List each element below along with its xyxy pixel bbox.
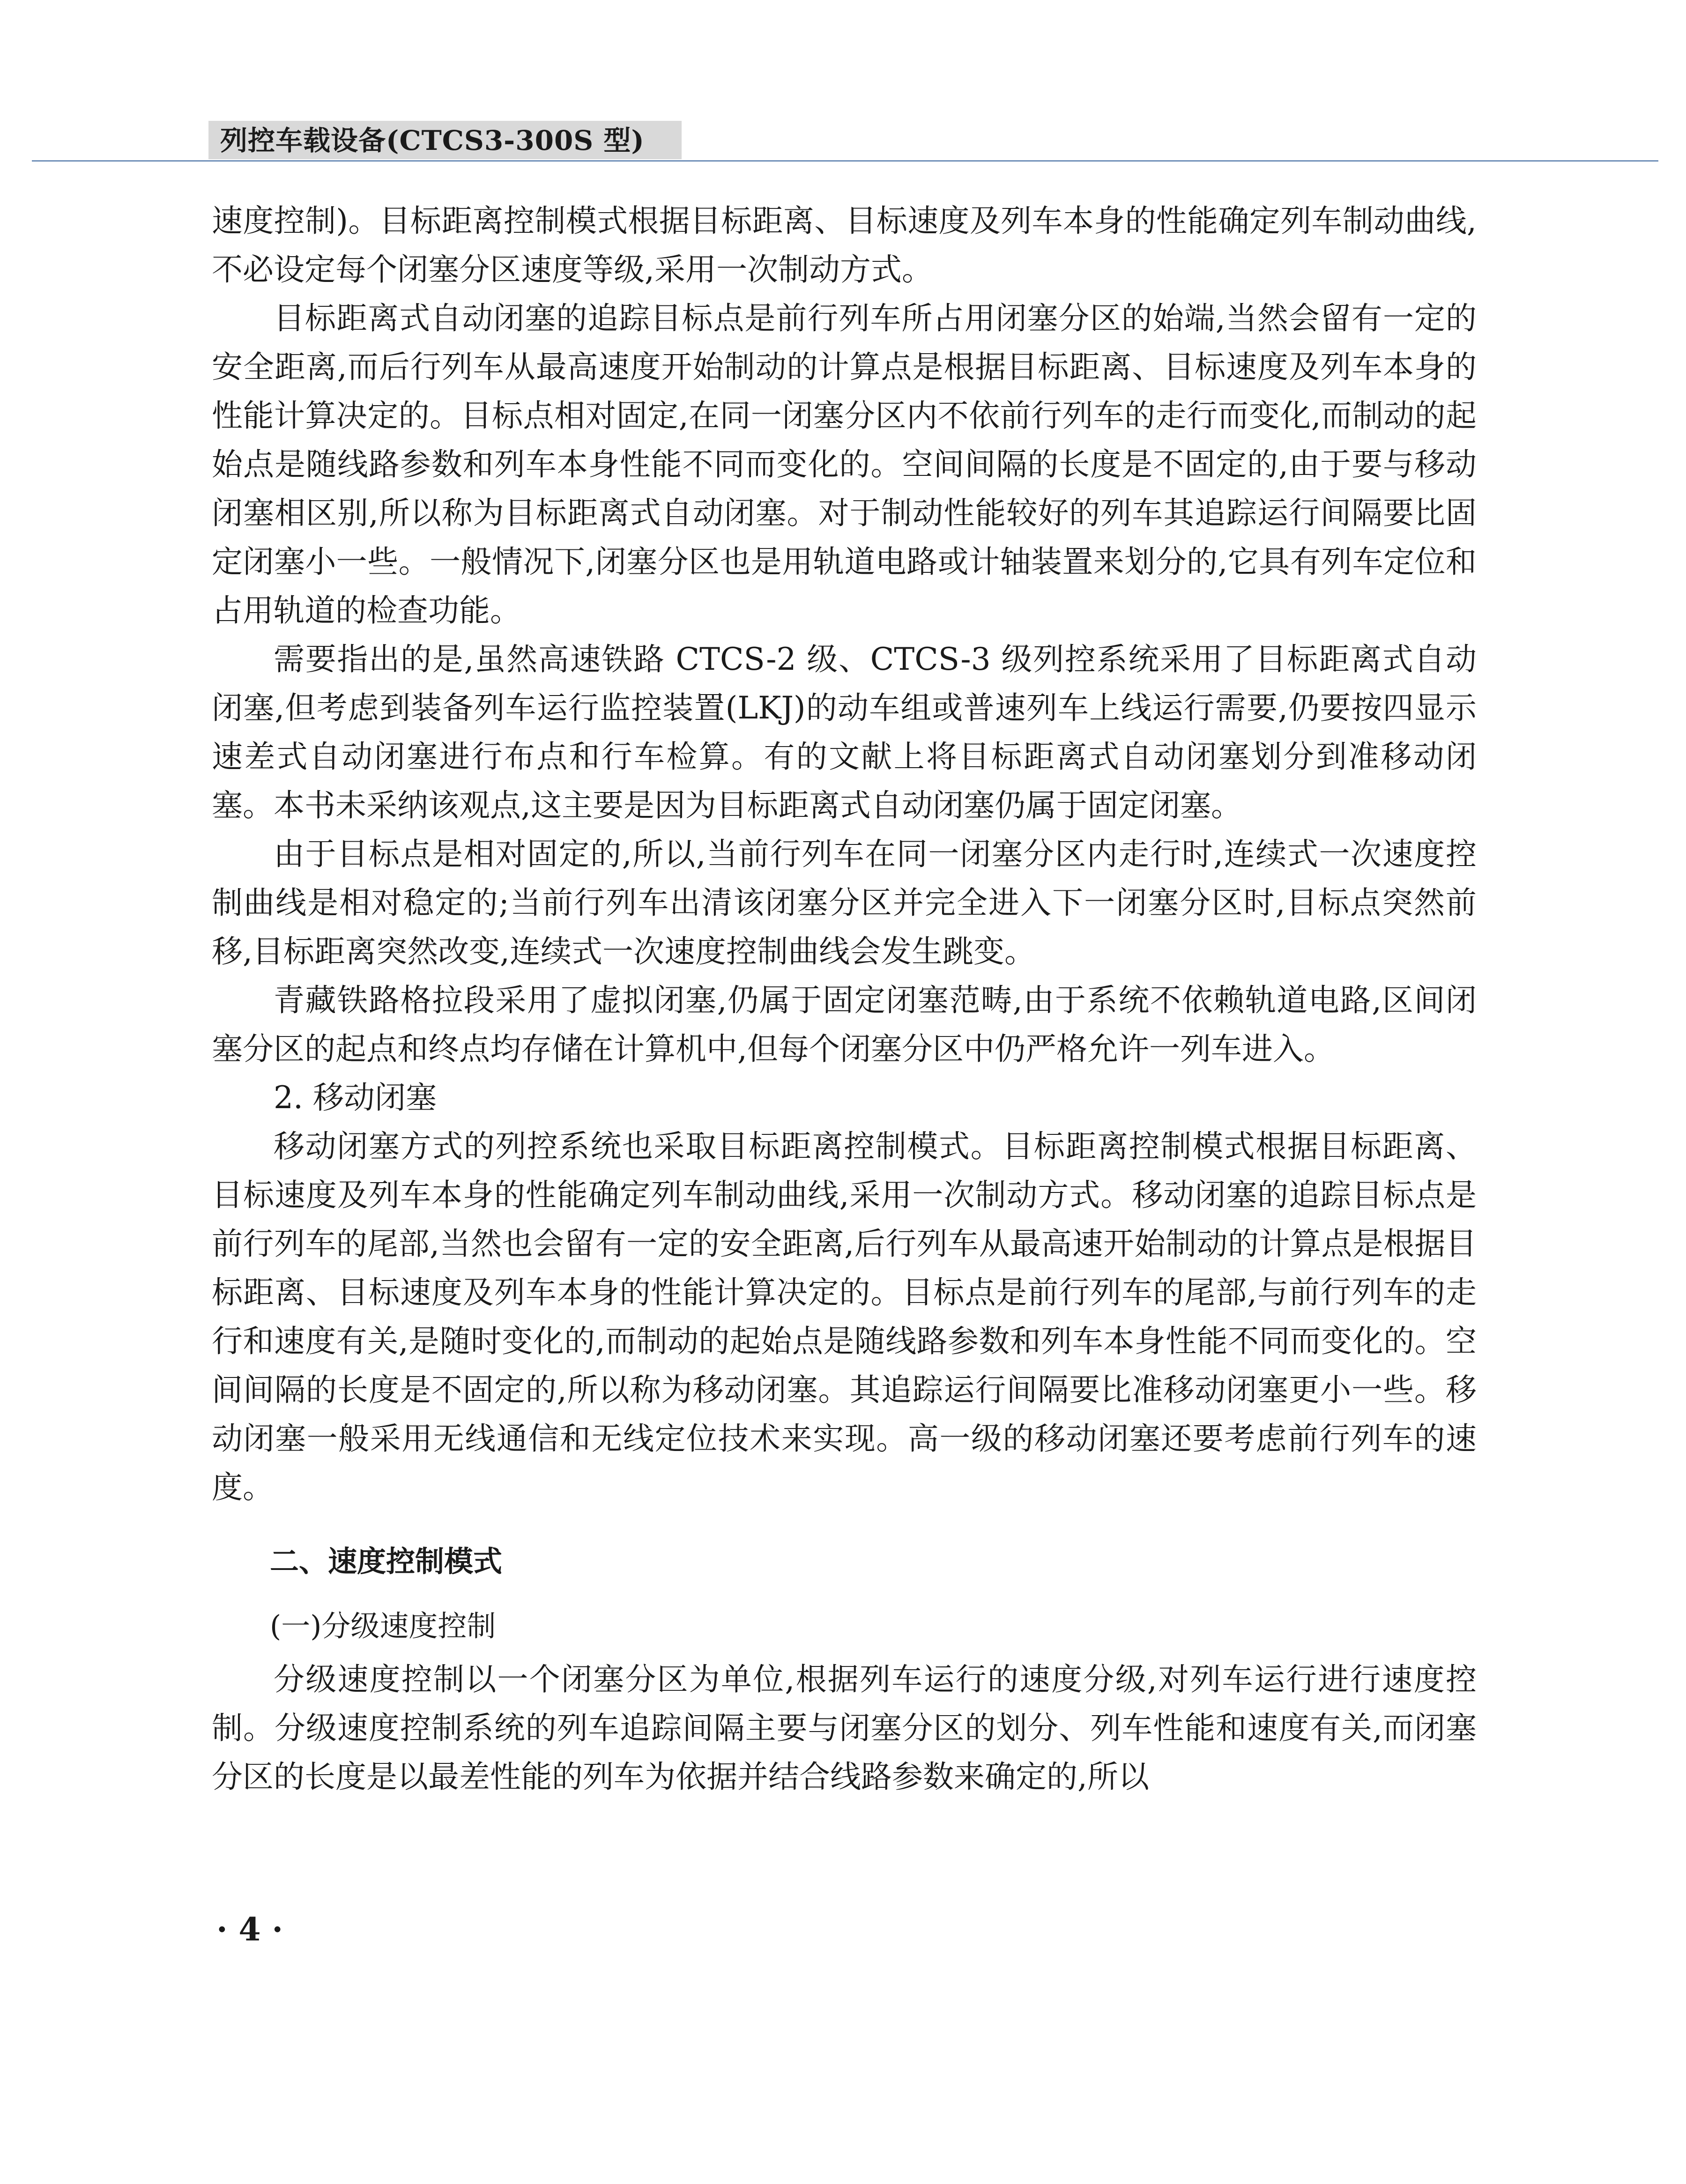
paragraph-moving-block: 移动闭塞方式的列控系统也采取目标距离控制模式。目标距离控制模式根据目标距离、目标速度及列车本身的性能确定列车制动曲线,采用一次制动方式。移动闭塞的追踪目标点是前行列车的尾部,当然也会留有一定的安全距离,后行列车从最高速开始制动的计算点是根据目标距离、目标速度及列车本身的性能计算决定的。目标点是前行列车的尾部,与前行列车的走行和速度有关,是随时变化的,而制动的起始点是随线路参数和列车本身性能不同而变化的。空间间隔的长度是不固定的,所以称为移动闭塞。其追踪运行间隔要比准移动闭塞更小一些。移动闭塞一般采用无线通信和无线定位技术来实现。高一级的移动闭塞还要考虑前行列车的速度。	[212, 1128, 1477, 1505]
paragraph-target-distance-blocking: 目标距离式自动闭塞的追踪目标点是前行列车所占用闭塞分区的始端,当然会留有一定的安全距离,而后行列车从最高速度开始制动的计算点是根据目标距离、目标速度及列车本身的性能计算决定的。目标点相对固定,在同一闭塞分区内不依前行列车的走行而变化,而制动的起始点是随线路参数和列车本身性能不同而变化的。空间间隔的长度是不固定的,由于要与移动闭塞相区别,所以称为目标距离式自动闭塞。对于制动性能较好的列车其追踪运行间隔要比固定闭塞小一些。一般情况下,闭塞分区也是用轨道电路或计轴装置来划分的,它具有列车定位和占用轨道的检查功能。	[212, 300, 1477, 629]
heading-moving-block: 2. 移动闭塞	[274, 1080, 437, 1116]
paragraph-target-point: 由于目标点是相对固定的,所以,当前行列车在同一闭塞分区内走行时,连续式一次速度控制曲线是相对稳定的;当前行列车出清该闭塞分区并完全进入下一闭塞分区时,目标点突然前移,目标距离突然改变,连续式一次速度控制曲线会发生跳变。	[212, 836, 1477, 970]
section-heading-speed-control: 二、速度控制模式	[270, 1544, 503, 1578]
paragraph-qinghai-tibet: 青藏铁路格拉段采用了虚拟闭塞,仍属于固定闭塞范畴,由于系统不依赖轨道电路,区间闭塞分区的起点和终点均存储在计算机中,但每个闭塞分区中仍严格允许一列车进入。	[212, 982, 1477, 1067]
subsection-heading-stepped-speed: (一)分级速度控制	[270, 1609, 496, 1643]
paragraph-continuation: 速度控制)。目标距离控制模式根据目标距离、目标速度及列车本身的性能确定列车制动曲线,不必设定每个闭塞分区速度等级,采用一次制动方式。	[212, 203, 1477, 288]
paragraph-ctcs-note: 需要指出的是,虽然高速铁路 CTCS-2 级、CTCS-3 级列控系统采用了目标距离式自动闭塞,但考虑到装备列车运行监控装置(LKJ)的动车组或普速列车上线运行需要,仍要按四显示速差式自动闭塞进行布点和行车检算。有的文献上将目标距离式自动闭塞划分到准移动闭塞。本书未采纳该观点,这主要是因为目标距离式自动闭塞仍属于固定闭塞。	[212, 641, 1477, 823]
page-body	[212, 197, 1477, 1801]
page-number: · 4 ·	[216, 1911, 283, 1948]
running-header-title: 列控车载设备(CTCS3-300S 型)	[220, 125, 645, 156]
paragraph-stepped-speed-control: 分级速度控制以一个闭塞分区为单位,根据列车运行的速度分级,对列车运行进行速度控制。分级速度控制系统的列车追踪间隔主要与闭塞分区的划分、列车性能和速度有关,而闭塞分区的长度是以最差性能的列车为依据并结合线路参数来确定的,所以	[212, 1661, 1477, 1795]
header-divider	[32, 160, 1658, 162]
